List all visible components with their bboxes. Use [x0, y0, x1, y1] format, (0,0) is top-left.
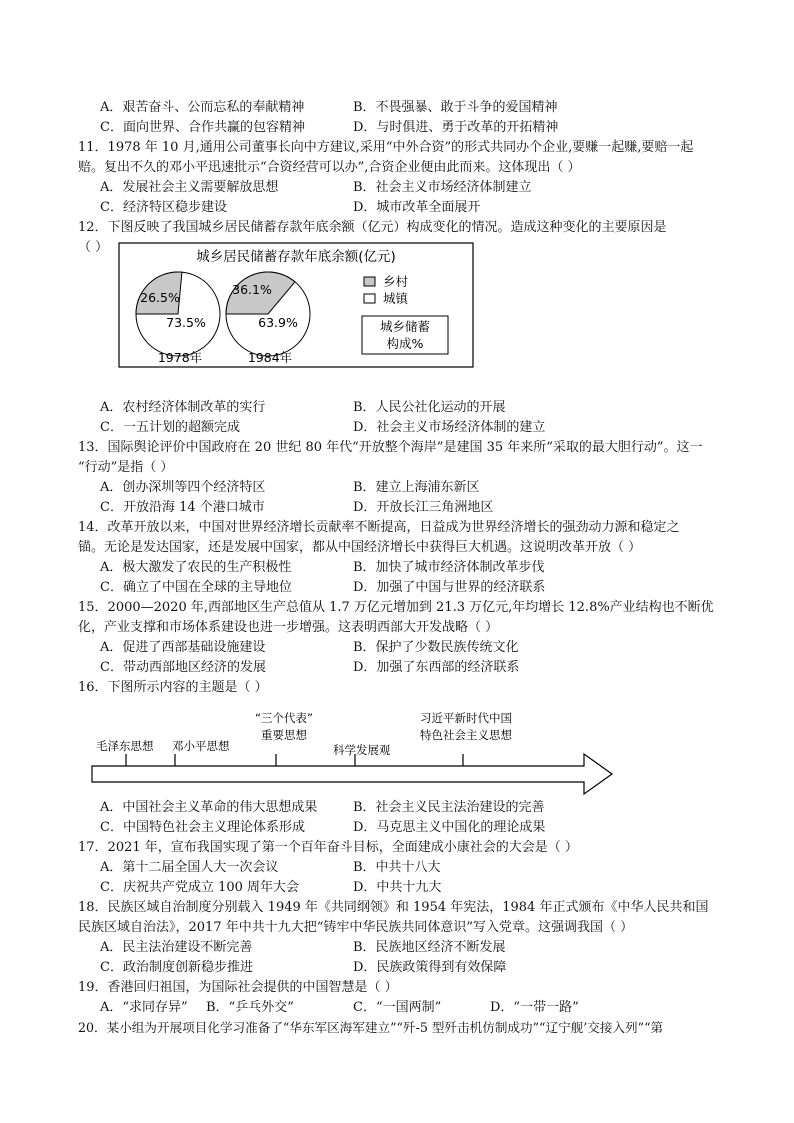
- q14-stem-line1: 14．改革开放以来，中国对世界经济增长贡献率不断提高，日益成为世界经济增长的强劲动力源和稳定之: [78, 520, 680, 535]
- q16-option-d: D．马克思主义中国化的理论成果: [353, 820, 546, 835]
- q11-stem-line1: 11．1978 年 10 月,通用公司董事长向中方建议,采用“中外合资”的形式共同办个企业,要赚一起赚,要赔一起: [78, 140, 694, 155]
- q12-option-d: D．社会主义市场经济体制的建立: [353, 420, 546, 435]
- q13-stem-line2: “行动”是指（ ）: [78, 460, 174, 475]
- q15-stem-line1: 15．2000—2020 年,西部地区生产总值从 1.7 万亿元增加到 21.3 万亿元,年均增长 12.8%产业结构也不断优: [78, 600, 714, 615]
- legend-urban-label: 城镇: [383, 291, 409, 306]
- timeline-arrow: [92, 754, 612, 794]
- q19-stem: 19．香港回归祖国，为国际社会提供的中国智慧是（ ）: [78, 980, 398, 995]
- q13-option-d: D．开放长江三角洲地区: [353, 500, 494, 515]
- legend-urban-swatch: [364, 294, 375, 303]
- q12-option-a: A．农村经济体制改革的实行: [100, 400, 266, 415]
- q13-stem-line1: 13．国际舆论评价中国政府在 20 世纪 80 年代“开放整个海岸”是建国 35 年来所“采取的最大胆行动”。这一: [78, 440, 703, 455]
- q14-option-c: C．确立了中国在全球的主导地位: [100, 580, 292, 595]
- q17-option-c: C．庆祝共产党成立 100 周年大会: [100, 880, 300, 895]
- q15-stem-line2: 化，产业支撑和市场体系建设也进一步增强。这表明西部大开发战略（ ）: [78, 620, 499, 635]
- q17-stem: 17．2021 年，宣布我国实现了第一个百年奋斗目标，全面建成小康社会的大会是（ ）: [78, 840, 578, 855]
- q12-option-c: C．一五计划的超额完成: [100, 420, 240, 435]
- q18-stem-line2: 民族区域自治法》，2017 年中共十九大把“铸牢中华民族共同体意识”写入党章。这强调我国（ ）: [78, 920, 634, 935]
- q10-option-d: D．与时俱进、勇于改革的开拓精神: [353, 120, 559, 135]
- q11-stem-line2: 赔。复出不久的邓小平迅速批示“合资经营可以办”,合资企业便由此而来。这体现出（ ）: [78, 160, 581, 175]
- q14-stem-line2: 锚。无论是发达国家，还是发展中国家，都从中国经济增长中获得巨大机遇。这说明改革开放（ ）: [78, 540, 642, 555]
- q13-option-b: B．建立上海浦东新区: [353, 480, 480, 495]
- q10-option-c: C．面向世界、合作共赢的包容精神: [100, 120, 305, 135]
- pie-1978-rural-label: 26.5%: [140, 290, 180, 305]
- q16-option-c: C．中国特色社会主义理论体系形成: [100, 820, 305, 835]
- q19-option-d: D．“一带一路”: [490, 1000, 579, 1015]
- q11-option-d: D．城市改革全面展开: [353, 200, 481, 215]
- q11-option-b: B．社会主义市场经济体制建立: [353, 180, 532, 195]
- timeline-label-scientific-outlook: 科学发展观: [333, 743, 391, 757]
- savings-pie-chart: [118, 242, 474, 368]
- q19-option-a: A．“求同存异”: [100, 1000, 188, 1015]
- q12-stem-line2: （ ）: [78, 240, 109, 255]
- legend-caption-line2: 构成%: [386, 336, 424, 351]
- theory-timeline-diagram: [88, 700, 628, 796]
- q10-option-b: B．不畏强暴、敢于斗争的爱国精神: [353, 100, 558, 115]
- timeline-label-three-represents-2: 重要思想: [261, 728, 307, 742]
- q16-option-a: A．中国社会主义革命的伟大思想成果: [100, 800, 318, 815]
- q16-option-b: B．社会主义民主法治建设的完善: [353, 800, 545, 815]
- q19-option-c: C．“一国两制”: [353, 1000, 442, 1015]
- q18-option-d: D．民族政策得到有效保障: [353, 960, 507, 975]
- q18-option-c: C．政治制度创新稳步推进: [100, 960, 253, 975]
- pie-1984-urban-label: 63.9%: [258, 315, 298, 330]
- q16-stem: 16．下图所示内容的主题是（ ）: [78, 680, 268, 695]
- legend-caption-line1: 城乡储蓄: [379, 319, 431, 334]
- q11-option-c: C．经济特区稳步建设: [100, 200, 227, 215]
- legend-rural-swatch: [364, 277, 375, 286]
- q10-option-a: A．艰苦奋斗、公而忘私的奉献精神: [100, 100, 305, 115]
- legend-rural-label: 乡村: [383, 274, 409, 289]
- q13-option-c: C．开放沿海 14 个港口城市: [100, 500, 265, 515]
- q13-option-a: A．创办深圳等四个经济特区: [100, 480, 266, 495]
- q18-option-a: A．民主法治建设不断完善: [100, 940, 253, 955]
- pie-1984-rural-label: 36.1%: [232, 282, 272, 297]
- q19-option-b: B．“乒乓外交”: [206, 1000, 294, 1015]
- q11-option-a: A．发展社会主义需要解放思想: [100, 180, 279, 195]
- q20-stem: 20．某小组为开展项目化学习准备了“华东军区海军建立”“歼-5 型歼击机仿制成功”“辽宁舰’交接入列”“第: [78, 1020, 664, 1035]
- timeline-label-xi-1: 习近平新时代中国: [420, 711, 512, 725]
- pie-1978-year-label: 1978年: [157, 350, 203, 365]
- timeline-label-deng: 邓小平思想: [172, 739, 230, 753]
- timeline-label-xi-2: 特色社会主义思想: [420, 728, 512, 742]
- pie-1984-year-label: 1984年: [247, 350, 293, 365]
- q15-option-b: B．保护了少数民族传统文化: [353, 640, 519, 655]
- q14-option-d: D．加强了中国与世界的经济联系: [353, 580, 546, 595]
- q18-stem-line1: 18．民族区域自治制度分别载入 1949 年《共同纲领》和 1954 年宪法，1984 年正式颁布《中华人民共和国: [78, 900, 709, 915]
- timeline-label-three-represents-1: “三个代表”: [255, 711, 313, 725]
- q12-option-b: B．人民公社化运动的开展: [353, 400, 506, 415]
- q15-option-d: D．加强了东西部的经济联系: [353, 660, 520, 675]
- q14-option-a: A．极大激发了农民的生产积极性: [100, 560, 292, 575]
- q17-option-b: B．中共十八大: [353, 860, 441, 875]
- q15-option-c: C．带动西部地区经济的发展: [100, 660, 266, 675]
- q18-option-b: B．民族地区经济不断发展: [353, 940, 506, 955]
- q12-stem-line1: 12．下图反映了我国城乡居民储蓄存款年底余额（亿元）构成变化的情况。造成这种变化的主要原因是: [78, 220, 667, 235]
- q14-option-b: B．加快了城市经济体制改革步伐: [353, 560, 545, 575]
- q15-option-a: A．促进了西部基础设施建设: [100, 640, 266, 655]
- pie-1978-urban-label: 73.5%: [166, 315, 206, 330]
- q17-option-a: A．第十二届全国人大一次会议: [100, 860, 279, 875]
- q17-option-d: D．中共十九大: [353, 880, 442, 895]
- chart-title: 城乡居民储蓄存款年底余额(亿元): [196, 249, 396, 265]
- timeline-label-mao: 毛泽东思想: [96, 739, 154, 753]
